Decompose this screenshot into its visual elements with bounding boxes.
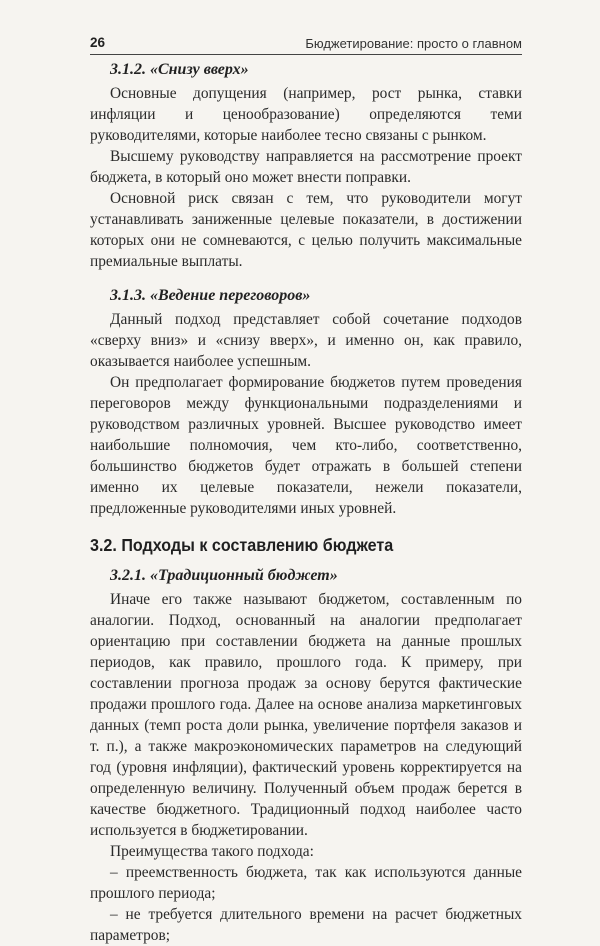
paragraph: Иначе его также называют бюджетом, составленным по аналогии. Подход, основанный на аналогии предполагает ориентацию при составлении бюджета на данные прошлых периодов, как правило, прошлого года. К примеру, при составлении прогноза продаж за основу берутся фактические продажи прошлого года. Далее на основе анализа маркетинговых данных (темп роста доли рынка, увеличение портфеля заказов и т. п.), а также макроэкономических параметров на следующий год (уровня инфляции), фактический уровень корректируется на определенную величину. Полученный объем продаж берется в качестве бюджетного. Традиционный подход наиболее часто используется в бюджетировании. [90,591,522,839]
running-title: Бюджетирование: просто о главном [305,36,522,51]
page-number: 26 [90,35,106,50]
paragraph: Основной риск связан с тем, что руководители могут устанавливать заниженные целевые показатели, в достижении которых они не сомневаются, с целью получить максимальные премиальные выплаты. [90,190,522,270]
page-body [90,56,522,946]
subsection-heading-3-2-1: 3.2.1. «Традиционный бюджет» [110,567,338,584]
paragraph: Он предполагает формирование бюджетов путем проведения переговоров между функциональными подразделениями и руководством различных уровней. Высшее руководство имеет наибольшие полномочия, чем кто-либо, соответственно, большинство бюджетов будет отражать в большей степени именно их целевые показатели, нежели показатели, предложенные руководителями иных уровней. [90,374,522,517]
list-item: – преемственность бюджета, так как используются данные прошлого периода; [90,864,522,902]
paragraph: Преимущества такого подхода: [110,843,314,860]
subsection-heading-3-1-2: 3.1.2. «Снизу вверх» [110,61,249,78]
list-item: – не требуется длительного времени на расчет бюджетных параметров; [90,906,522,944]
paragraph: Основные допущения (например, рост рынка, ставки инфляции и ценообразование) определяются теми руководителями, которые наиболее тесно связаны с рынком. [90,85,522,144]
paragraph: Данный подход представляет собой сочетание подходов «сверху вниз» и «снизу вверх», и именно он, как правило, оказывается наиболее успешным. [90,311,522,370]
paragraph: Высшему руководству направляется на рассмотрение проект бюджета, в который оно может внести поправки. [90,148,522,186]
subsection-heading-3-1-3: 3.1.3. «Ведение переговоров» [110,287,311,304]
advantages-list [90,862,522,946]
section-heading-3-2: 3.2. Подходы к составлению бюджета [90,535,394,555]
page-header [90,34,522,55]
